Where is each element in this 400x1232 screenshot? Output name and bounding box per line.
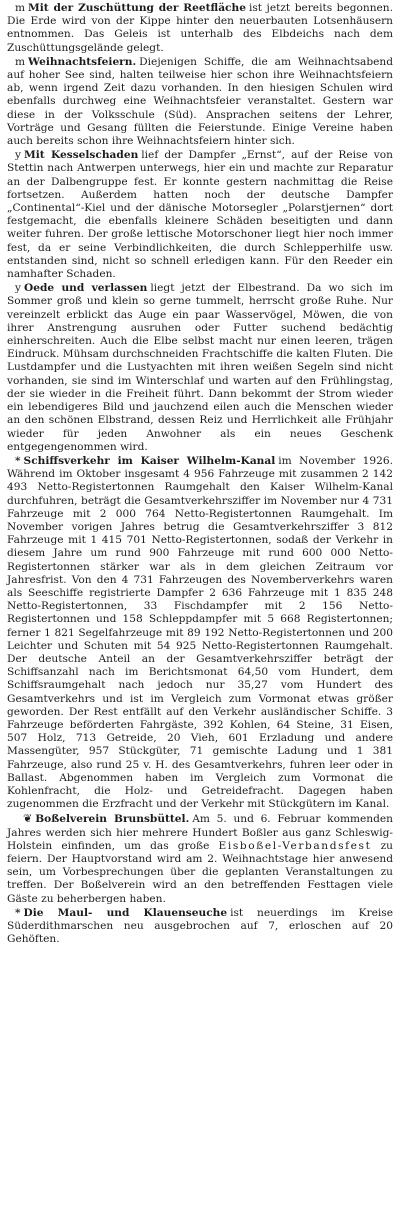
- article-heading: Boßelverein Brunsbüttel.: [35, 813, 190, 826]
- article-paragraph: [7, 282, 393, 454]
- article-paragraph: [7, 2, 393, 55]
- article-heading: Oede und verlassen: [24, 282, 148, 295]
- article-heading: Die Maul- und Klauenseuche: [23, 906, 228, 919]
- article-mark: y: [15, 282, 21, 295]
- article-body: ist jetzt bereits begonnen. Die Erde wird von der Kippe hinter den neuerbauten Lotsenhäusern entnommen. Das Geleis ist unterhalb des Elbdeichs nach dem Zuschüttungsgelände gelegt.: [7, 2, 393, 54]
- article-heading: Mit der Zuschüttung der Reetfläche: [28, 2, 246, 14]
- article-mark: y: [15, 149, 21, 162]
- article-bosselverein: [7, 812, 393, 905]
- article-body: Diejenigen Schiffe, die am Weihnachtsabend auf hoher See sind, halten teilweise hier schon ihre Weihnachtsfeiern ab, wenn irgend Zeit dazu vorhanden. In den hiesigen Schulen wird ebenfalls durchweg eine Weihnachtsfeier veranstaltet. Gestern war diese in der Volksschule (Süd). Ansprachen seitens der Lehrer, Vorträge und Gesang füllten die Feierstunde. Einige Vereine haben auch bereits schon ihre Weihnachtsfeiern hinter sich.: [7, 55, 393, 148]
- article-body-start: Am 5. und 6. Februar kommenden Jahres werden sich hier mehrere Hundert Boßler aus ganz Schleswig-Holstein einfinden, um das große: [7, 813, 393, 852]
- article-heading: Weihnachtsfeiern.: [28, 55, 137, 68]
- article-body: liegt jetzt der Elbestrand. Da wo sich im Sommer groß und klein so gerne tummelt, herrscht große Ruhe. Nur vereinzelt erblickt das Auge ein paar Wasservögel, Möwen, die von ihrer Anstrengung ausruhen oder Futter suchend bedächtig einherschreiten. Auch die Elbe selbst macht nur einen leeren, trägen Eindruck. Mühsam durchschneiden Frachtschiffe die kalten Fluten. Die Lustdampfer und die Lustyachten mit ihren weißen Segeln sind nicht vorhanden, sie sind im Winterschlaf und warten auf den Frühlingstag, der sie wieder in die Freiheit führt. Dann bekommt der Strom wieder ein lebendigeres Bild und jauchzend eilen auch die Menschen wieder an den schönen Elbstrand, dessen Reiz und Herrlichkeit alle Frühjahr wieder für jeden Anwohner als ein neues Geschenk entgegengenommen wird.: [7, 282, 393, 453]
- article-mark: *: [15, 906, 21, 919]
- article-mark: m: [15, 2, 26, 14]
- article-seuche: [7, 907, 393, 947]
- article-body: im November 1926. Während im Oktober insgesamt 4 956 Fahrzeuge mit zusammen 2 142 493 Netto-Registertonnen Raumgehalt den Kaiser Wilhelm-Kanal durchfuhren, beträgt die Gesamtverkehrsziffer im November nur 4 731 Fahrzeuge mit 2 000 764 Netto-Registertonnen Raumgehalt. Im November vorigen Jahres betrug die Gesamtverkehrsziffer 3 812 Fahrzeuge mit 1 415 701 Netto-Registertonnen, sodaß der Verkehr in diesem Jahre um rund 900 Fahrzeuge mit rund 600 000 Netto-Registertonnen stärker war als in dem gleichen Zeitraum vor Jahresfrist. Von den 4 731 Fahrzeugen des Novemberverkehrs waren als Seeschiffe registrierte Dampfer 2 636 Fahrzeuge mit 1 835 248 Netto-Registertonnen, 33 Fischdampfer mit 2 156 Netto-Registertonnen und 158 Schleppdampfer mit 5 668 Registertonnen; ferner 1 821 Segelfahrzeuge mit 89 192 Netto-Registertonnen und 200 Leichter und Schuten mit 54 925 Netto-Registertonnen Raumgehalt. Der deutsche Anteil an der Gesamtverkehrsziffer beträgt der Schiffsanzahl nach im Berichtsmonat 64,50 vom Hundert, dem Schiffsraumgehalt nach jedoch nur 35,27 vom Hundert des Gesamtverkehrs und ist im Vergleich zum Vormonat etwas größer geworden. Der Rest entfällt auf den Verkehr ausländischer Schiffe. 3 Fahrzeuge beförderten Fahrgäste, 392 Kohlen, 64 Steine, 31 Eisen, 507 Holz, 713 Getreide, 20 Vieh, 601 Erzladung und andere Massengüter, 957 Stückgüter, 71 gemischte Ladung und 1 381 Fahrzeuge, also rund 25 v. H. des Gesamtverkehrs, fuhren leer oder in Ballast. Abgenommen haben im Vergleich zum Vormonat die Kohlenfracht, die Holz- und Getreidefracht. Dagegen haben zugenommen die Erzfracht und der Verkehr mit Stückgütern im Kanal.: [7, 454, 393, 811]
- ornament-icon: ❦: [23, 812, 33, 826]
- article-heading: Mit Kesselschaden: [24, 149, 139, 162]
- article-schiffsverkehr: [7, 455, 393, 811]
- article-mark: m: [15, 55, 26, 68]
- article-rettflaeche: [7, 2, 393, 55]
- article-body: lief der Dampfer „Ernst“, auf der Reise von Stettin nach Antwerpen unterwegs, hier ein und machte zur Reparatur an der Dalbengruppe fest. Er konnte gestern nachmittag die Reise fortsetzen. Außerdem hatten noch der deutsche Dampfer „Continental“-Kiel und der dänische Motorsegler „Polarstjernen“ dort festgemacht, die ebenfalls kleinere Schäden beseitigten und dann weiter fuhren. Der große lettische Motorschoner liegt hier noch immer fest, da er seine Verbindlichkeiten, die durch Schlepperhilfe usw. entstanden sind, nicht so schnell erledigen kann. Für den Reeder ein namhafter Schaden.: [7, 149, 393, 281]
- article-mark: *: [15, 454, 21, 467]
- article-paragraph: [7, 149, 393, 281]
- article-heading: Schiffsverkehr im Kaiser Wilhelm-Kanal: [23, 454, 276, 467]
- article-paragraph: [7, 56, 393, 148]
- article-paragraph: [7, 812, 393, 905]
- article-elbestrand: [7, 282, 393, 454]
- article-paragraph: [7, 455, 393, 811]
- article-paragraph: [7, 907, 393, 947]
- article-body-spaced: Eisboßel-Verbandsfest: [218, 839, 372, 852]
- article-weihnachtsfeiern: [7, 56, 393, 148]
- article-kesselschaden: [7, 149, 393, 281]
- article-body: ist neuerdings im Kreise Süderdithmarschen neu ausgebrochen auf 7, erloschen auf 20 Gehöften.: [7, 906, 393, 946]
- article-body-end: zu feiern. Der Hauptvorstand wird am 2. Weihnachtstage hier anwesend sein, um Vorbesprechungen über die geplanten Veranstaltungen zu treffen. Der Boßelverein wird an den betreffenden Festtagen viele Gäste zu beherbergen haben.: [7, 839, 393, 905]
